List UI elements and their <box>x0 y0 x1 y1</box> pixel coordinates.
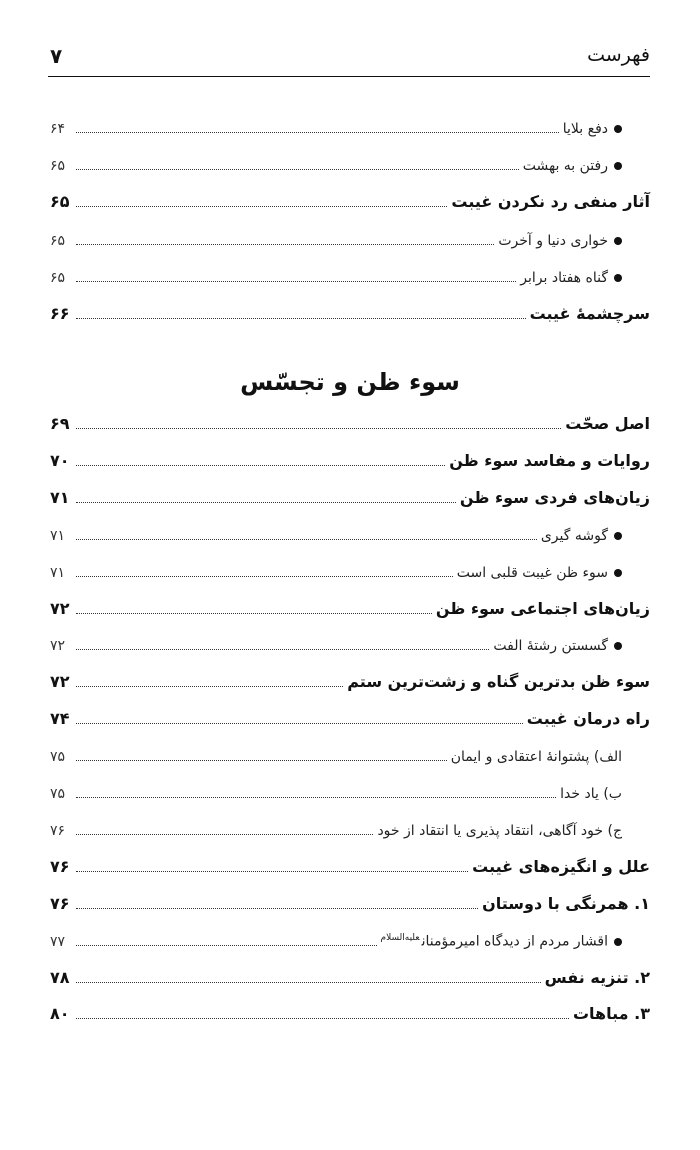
section-title: سوء ظن و تجسّس <box>240 368 460 396</box>
dot-leader <box>76 464 445 466</box>
toc-entry-label: ۱. همرنگی با دوستان <box>482 893 650 913</box>
page-header <box>48 38 650 77</box>
dot-leader <box>76 833 373 835</box>
toc-entry-label-wrap <box>482 893 650 914</box>
dot-leader <box>76 796 556 798</box>
dot-leader <box>76 685 343 687</box>
dot-leader <box>76 501 456 503</box>
dot-leader <box>76 280 516 282</box>
toc-entry-page: ۷۵ <box>50 749 66 766</box>
toc-entry[interactable] <box>50 441 650 471</box>
toc-entry-label: ۳. مباهات <box>572 1004 650 1024</box>
toc-entry-label-wrap <box>530 306 650 324</box>
toc-entry-label: سرچشمهٔ غیبت <box>529 304 650 323</box>
toc-entry-label-wrap <box>544 967 650 988</box>
toc-entry-label: سوء ظن بدترین گناه و زشت‌ترین ستم <box>347 672 650 692</box>
toc-entry-page: ۷۸ <box>50 967 70 987</box>
toc-entry-label: رفتن به بهشت <box>522 158 608 175</box>
toc-entry-label: روایات و مفاسد سوء ظن <box>449 450 650 470</box>
dot-leader <box>76 243 494 245</box>
dot-leader <box>76 575 453 577</box>
dot-leader <box>76 981 541 983</box>
toc-entry-label-wrap <box>527 711 650 729</box>
bullet-icon <box>614 569 622 577</box>
toc-entry-page: ۷۱ <box>50 527 66 544</box>
toc-entry-label-wrap <box>435 598 650 619</box>
toc-entry-page: ۷۰ <box>50 450 70 470</box>
toc-entry-label: الف) پشتوانهٔ اعتقادی و ایمان <box>450 749 622 766</box>
toc-entry[interactable] <box>50 958 650 988</box>
toc-entry[interactable] <box>50 478 650 508</box>
page-title: فهرست <box>587 44 650 66</box>
toc-entry-label: گناه هفتاد برابر <box>520 269 608 286</box>
dot-leader <box>76 722 523 724</box>
toc-entry[interactable] <box>50 662 650 692</box>
toc-entry-page: ۶۶ <box>50 304 70 323</box>
toc-entry-label-wrap <box>449 450 650 471</box>
toc-entry-page: ۶۹ <box>50 414 70 433</box>
dot-leader <box>76 538 537 540</box>
toc-entry-label: ب) یاد خدا <box>560 786 622 802</box>
toc-entry-label-wrap <box>377 824 650 840</box>
toc-entry-label-wrap <box>347 674 650 692</box>
toc-entry[interactable] <box>50 994 650 1024</box>
dot-leader <box>76 1017 569 1019</box>
toc-entry-page: ۷۲ <box>50 598 70 618</box>
toc-entry[interactable] <box>50 773 650 803</box>
toc-entry[interactable] <box>50 108 650 138</box>
toc-entry-label-wrap <box>472 856 650 877</box>
toc-entry[interactable] <box>50 810 650 840</box>
honorific-mark: علیه‌السلام <box>380 932 420 943</box>
toc-entry-label-wrap <box>498 234 650 250</box>
toc-entry-label-wrap <box>563 122 650 138</box>
toc-entry-label-wrap <box>560 787 650 803</box>
toc-entry-page: ۷۱ <box>50 487 70 507</box>
bullet-icon <box>614 162 622 170</box>
toc-entry-page: ۷۱ <box>50 564 66 581</box>
bullet-icon <box>614 532 622 540</box>
toc-entry-label: ج) خود آگاهی، انتقاد پذیری یا انتقاد از خود <box>377 822 622 839</box>
toc-entry-page: ۶۵ <box>50 232 66 249</box>
bullet-icon <box>614 125 622 133</box>
toc-entry-page: ۷۲ <box>50 638 66 655</box>
toc-entry-label: اصل صحّت <box>565 414 650 433</box>
bullet-icon <box>614 642 622 650</box>
toc-entry-label: خواری دنیا و آخرت <box>498 232 608 249</box>
toc-entry-label-wrap <box>523 159 650 175</box>
toc-entry[interactable] <box>50 220 650 250</box>
toc-entry-label-wrap <box>520 271 650 287</box>
toc-entry[interactable] <box>50 294 650 324</box>
toc-entry-label-wrap <box>381 934 650 951</box>
toc-entry-label-wrap <box>565 416 650 434</box>
toc-entry-label: علل و انگیزه‌های غیبت <box>472 856 650 876</box>
toc-entry-label-wrap <box>573 1006 650 1024</box>
toc-entry-page: ۷۲ <box>50 672 70 692</box>
dot-leader <box>76 612 432 614</box>
dot-leader <box>76 168 519 170</box>
toc-entry-label: اقشار مردم از دیدگاه امیرمؤمنان$^{علیه‌السلام}$ <box>380 932 608 950</box>
dot-leader <box>76 131 559 133</box>
toc-entry-page: ۶۴ <box>50 121 66 137</box>
dot-leader <box>76 648 489 650</box>
toc-entry-label: دفع بلایا <box>562 121 608 137</box>
toc-entry-label-wrap <box>451 194 650 212</box>
toc-entry-label: سوء ظن غیبت قلبی است <box>456 564 608 581</box>
toc-entry[interactable] <box>50 699 650 729</box>
toc-entry[interactable] <box>50 921 650 951</box>
toc-entry[interactable] <box>50 736 650 766</box>
toc-entry[interactable] <box>50 847 650 877</box>
toc-entry-label: گسستن رشتهٔ الفت <box>493 638 608 655</box>
dot-leader <box>76 317 526 319</box>
toc-entry-label: ۲. تنزیه نفس <box>544 967 650 987</box>
toc-entry-page: ۶۵ <box>50 192 70 212</box>
toc-entry-page: ۸۰ <box>50 1004 70 1024</box>
toc-entry-label-wrap <box>493 639 650 655</box>
toc-entry-label: گوشه گیری <box>540 527 608 544</box>
toc-entry-label: آثار منفی رد نکردن غیبت <box>451 192 650 212</box>
dot-leader <box>76 907 478 909</box>
toc-entry[interactable] <box>50 257 650 287</box>
bullet-icon <box>614 237 622 245</box>
dot-leader <box>76 205 447 207</box>
toc-entry-page: ۶۵ <box>50 158 66 175</box>
toc-entry-page: ۶۵ <box>50 269 66 286</box>
toc-entry-label: زیان‌های اجتماعی سوء ظن <box>435 598 650 618</box>
toc-entry[interactable] <box>50 515 650 545</box>
toc-entry-page: ۷۷ <box>50 933 66 950</box>
bullet-icon <box>614 274 622 282</box>
bullet-icon <box>614 938 622 946</box>
toc-entry-label-wrap <box>541 529 650 545</box>
page-number: ۷ <box>50 44 63 68</box>
toc-entry-label-wrap <box>457 566 650 582</box>
toc-entry[interactable] <box>50 145 650 175</box>
toc-entry[interactable] <box>50 625 650 655</box>
toc-entry-label-wrap <box>459 487 650 508</box>
toc-entry[interactable] <box>50 589 650 619</box>
toc-entry-page: ۷۵ <box>50 786 66 802</box>
toc-entry[interactable] <box>50 552 650 582</box>
toc-entry[interactable] <box>50 404 650 434</box>
toc-entry[interactable] <box>50 884 650 914</box>
toc-entry-page: ۷۶ <box>50 893 70 913</box>
toc-entry-page: ۷۶ <box>50 856 70 876</box>
toc-entry-label: راه درمان غیبت <box>526 709 650 729</box>
dot-leader <box>76 944 377 946</box>
dot-leader <box>76 870 468 872</box>
toc-entry-label-wrap <box>451 750 650 766</box>
toc-entry-page: ۷۶ <box>50 822 66 839</box>
dot-leader <box>76 759 447 761</box>
dot-leader <box>76 427 561 429</box>
toc-entry-page: ۷۴ <box>50 709 70 729</box>
toc-entry[interactable] <box>50 182 650 212</box>
toc-entry-label: زیان‌های فردی سوء ظن <box>459 487 650 507</box>
